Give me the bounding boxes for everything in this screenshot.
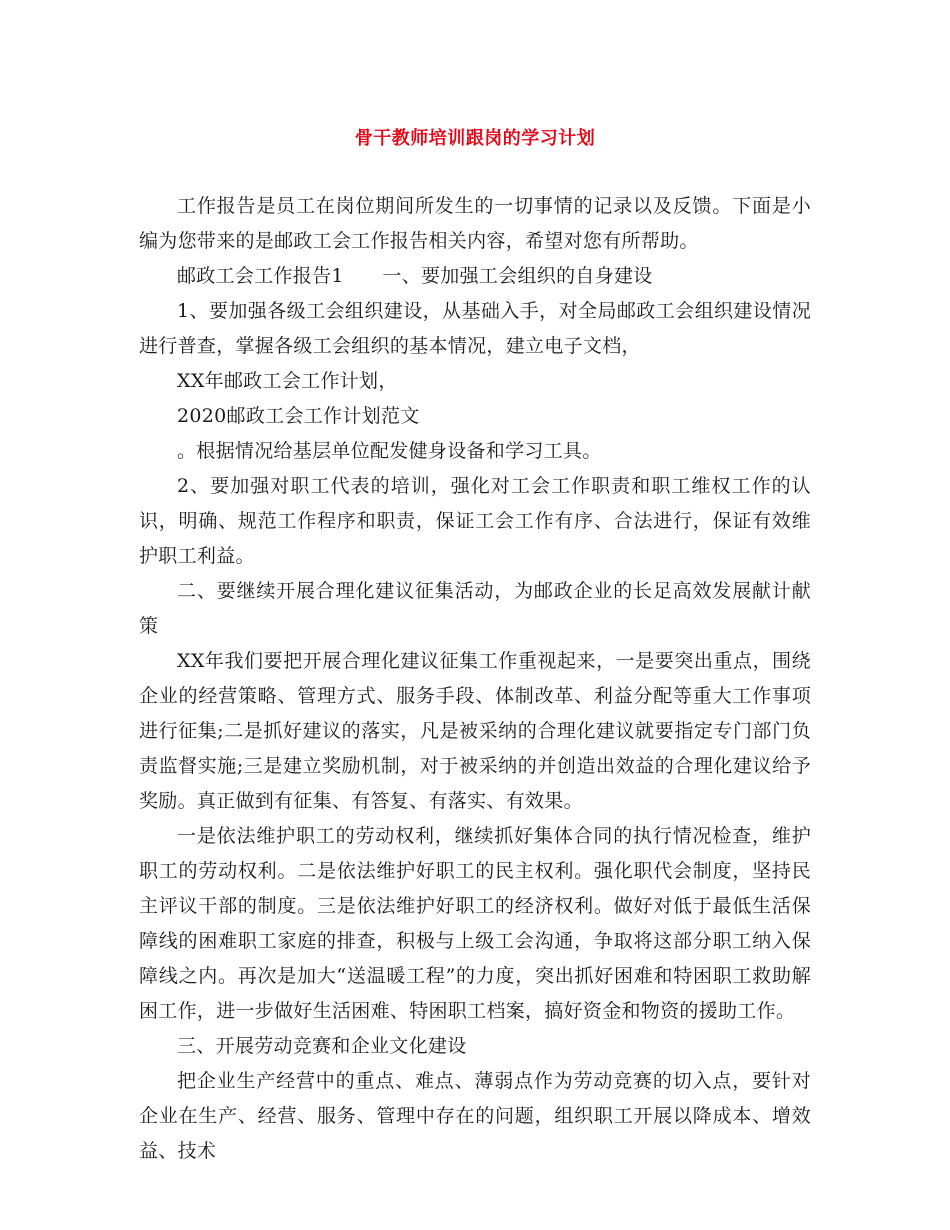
paragraph-rights: 一是依法维护职工的劳动权利，继续抓好集体合同的执行情况检查，维护职工的劳动权利。二是依法维护好职工的民主权利。强化职代会制度，坚持民主评议干部的制度。三是依法维护好职工的经济权利。做好对低于最低生活保障线的困难职工家庭的排查，积极与上级工会沟通，争取将这部分职工纳入保障线之内。再次是加大“送温暖工程”的力度，突出抓好困难和特困职工救助解困工作，进一步做好生活困难、特困职工档案，搞好资金和物资的援助工作。	[139, 825, 811, 1022]
paragraph-competition: 把企业生产经营中的重点、难点、薄弱点作为劳动竞赛的切入点，要针对企业在生产、经营、服务、管理中存在的问题，组织职工开展以降成本、增效益、技术	[139, 1070, 811, 1162]
paragraph-plan-sample: 2020邮政工会工作计划范文	[177, 405, 420, 427]
paragraph-suggestions: XX年我们要把开展合理化建议征集工作重视起来，一是要突出重点，围绕企业的经营策略、管理方式、服务手段、体制改革、利益分配等重大工作事项进行征集;二是抓好建议的落实，凡是被采纳的合理化建议就要指定专门部门负责监督实施;三是建立奖励机制，对于被采纳的并创造出效益的合理化建议给予奖励。真正做到有征集、有答复、有落实、有效果。	[139, 650, 811, 812]
paragraph-equipment: 。根据情况给基层单位配发健身设备和学习工具。	[177, 440, 602, 462]
document-body	[139, 189, 811, 1169]
paragraph-item-2: 2、要加强对职工代表的培训，强化对工会工作职责和职工维权工作的认识，明确、规范工作程序和职责，保证工会工作有序、合法进行，保证有效维护职工利益。	[139, 475, 811, 567]
paragraph-work-plan: XX年邮政工会工作计划，	[177, 370, 398, 392]
paragraph-report-heading: 邮政工会工作报告1 一、要加强工会组织的自身建设	[177, 265, 653, 287]
paragraph-section-3: 三、开展劳动竞赛和企业文化建设	[177, 1035, 467, 1057]
paragraph-section-2: 二、要继续开展合理化建议征集活动，为邮政企业的长足高效发展献计献策	[139, 580, 811, 637]
document-title: 骨干教师培训跟岗的学习计划	[354, 128, 596, 149]
paragraph-item-1: 1、要加强各级工会组织建设，从基础入手，对全局邮政工会组织建设情况进行普查，掌握各级工会组织的基本情况，建立电子文档，	[139, 300, 811, 357]
paragraph-intro: 工作报告是员工在岗位期间所发生的一切事情的记录以及反馈。下面是小编为您带来的是邮政工会工作报告相关内容，希望对您有所帮助。	[139, 195, 811, 252]
